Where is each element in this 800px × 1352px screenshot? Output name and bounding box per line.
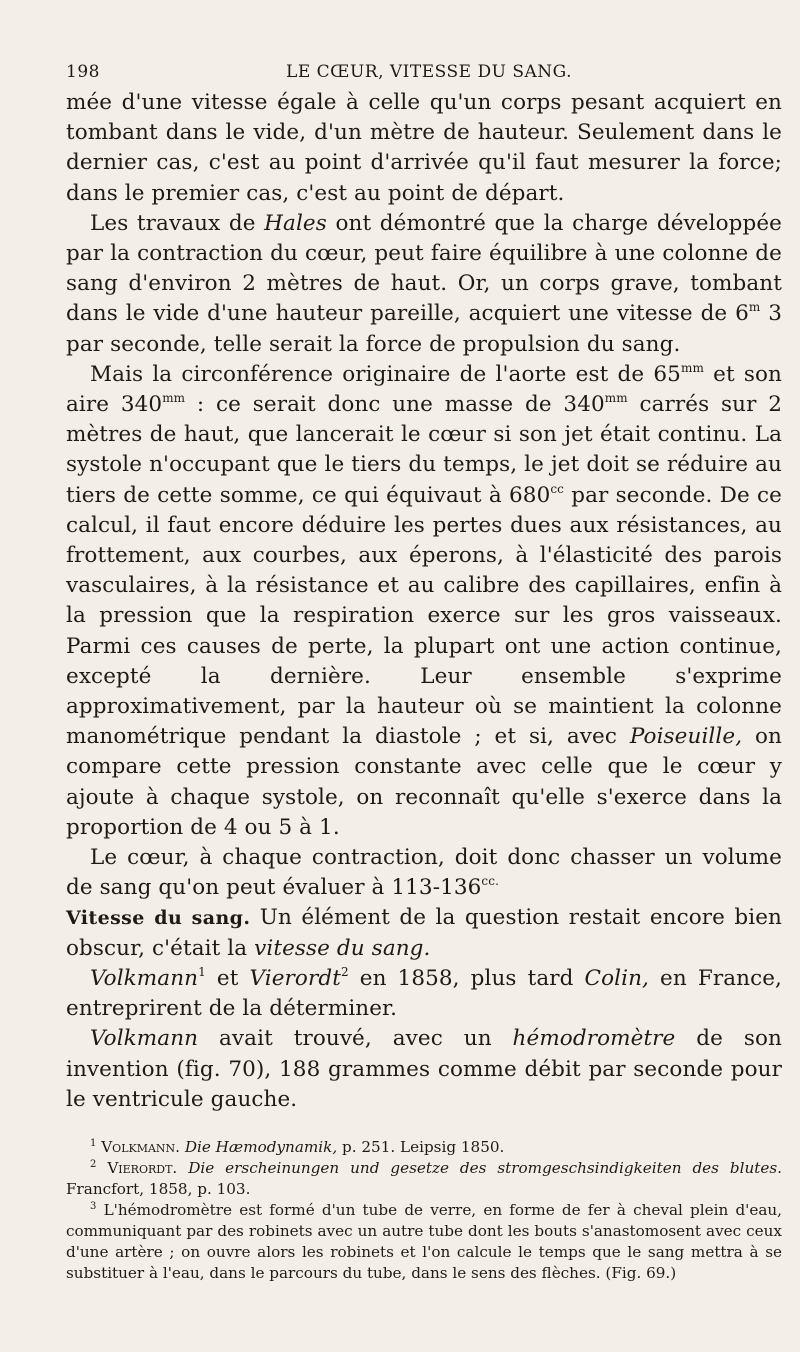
unit-superscript: mm [162,391,186,406]
footnote-title: Die erscheinungen und gesetze des stromgeschsindigkeiten des blutes. [188,1158,782,1177]
footnote-mark: 3 [90,1200,97,1212]
main-text [66,88,782,1115]
footnote-ref: 2 [340,964,349,979]
unit-superscript: m [748,300,761,315]
text-run: Les travaux de [90,210,265,236]
footnote-2 [66,1158,782,1200]
footnote-text: L'hémodromètre est formé d'un tube de verre, en forme de fer à cheval plein d'eau, communiquant par des robinets avec un autre tube dont les bouts s'anastomosent avec ceux d'une artère ; on ouvre alors les robinets et l'on calcule le temps que le sang mettra à se substituer à l'eau, dans le parcours du tube, dans le sens des flèches. (Fig. 69.) [66,1200,783,1282]
paragraph-2 [66,209,782,360]
author-name: Volkmann [90,965,199,991]
paragraph-5 [66,903,782,963]
text-run: en France, entreprirent de la déterminer. [66,965,782,1022]
author-name: Poiseuille, [629,724,743,750]
text-run: on compare cette pression constante avec celle que le cœur y ajoute à chaque systole, on reconnaît qu'elle s'exerce dans la proportion de 4 ou 5 à 1. [66,724,782,840]
section-heading: Vitesse du sang. [66,907,251,930]
footnote-rest: Francfort, 1858, p. 103. [66,1179,251,1198]
footnote-mark: 1 [90,1137,97,1149]
unit-superscript: cc [550,481,565,496]
italic-term: vitesse du sang. [254,935,431,961]
text-run: et son aire 340 [66,361,783,418]
text-run: et [205,965,250,991]
footnote-ref: 1 [198,964,206,979]
paragraph-7 [66,1024,782,1115]
text-run: de son invention (fig. 70), 188 grammes comme débit par seconde pour le ventricule gauche. [66,1026,782,1112]
author-name: Hales [264,210,327,236]
footnote-author: Vierordt. [107,1158,178,1177]
unit-superscript: mm [604,391,628,406]
paragraph-1 [66,88,782,209]
text-run: Mais la circonférence originaire de l'aorte est de 65 [90,361,681,387]
footnotes [66,1137,782,1284]
page-number: 198 [66,62,100,82]
paragraph-3 [66,360,782,843]
text-run: 3 par seconde, telle serait la force de propulsion du sang. [66,301,783,357]
italic-term: hémodromètre [512,1026,676,1052]
unit-superscript: mm [680,360,704,375]
page-header [66,62,782,82]
text-run: : ce serait donc une masse de 340 [185,392,605,418]
text-run: ont démontré que la charge développée par la contraction du cœur, peut faire équilibre à une colonne de sang d'environ 2 mètres de haut. Or, un corps grave, tombant dans le vide d'une hauteur pareille, acquiert une vitesse de 6 [66,210,782,327]
text-run: en 1858, plus tard [348,965,585,991]
text-run: Le cœur, à chaque contraction, doit donc chasser un volume de sang qu'on peut évaluer à 113-136 [66,845,782,901]
paragraph-1-text: mée d'une vitesse égale à celle qu'un corps pesant acquiert en tombant dans le vide, d'un mètre de hauteur. Seulement dans le dernier cas, c'est au point d'arrivée qu'il faut mesurer la force; dans le premier cas, c'est au point de départ. [66,90,782,206]
footnote-rest: p. 251. Leipsig 1850. [337,1137,505,1156]
author-name: Volkmann [90,1026,199,1052]
footnote-3 [66,1200,782,1284]
text-run: par seconde. De ce calcul, il faut encore déduire les pertes dues aux résistances, au frottement, aux courbes, aux éperons, à l'élasticité des parois vasculaires, à la résistance et au calibre des capillaires, enfin à la pression que la respiration exerce sur les gros vaisseaux. Parmi ces causes de perte, la plupart ont une action continue, excepté la dernière. Leur ensemble s'exprime approximativement, par la hauteur où se maintient la colonne manométrique pendant la diastole ; et si, avec [66,482,782,750]
paragraph-6 [66,964,782,1024]
text-run: Un élément de la question restait encore bien obscur, c'était la [66,905,782,961]
text-run: carrés sur 2 mètres de haut, que lancerait le cœur si son jet était continu. La systole n'occupant que le tiers du temps, le jet doit se réduire au tiers de cette somme, ce qui équivaut à 680 [66,392,783,508]
running-title: LE CŒUR, VITESSE DU SANG. [286,62,572,82]
footnote-1 [66,1137,782,1158]
footnote-mark: 2 [90,1158,97,1170]
paragraph-4 [66,843,782,903]
author-name: Vierordt [249,965,341,991]
footnote-title: Die Hæmodynamik, [184,1137,338,1156]
text-run: avait trouvé, avec un [198,1026,513,1052]
footnote-author: Volkmann. [101,1137,180,1156]
unit-superscript: cc. [481,874,499,889]
author-name: Colin, [584,965,649,991]
